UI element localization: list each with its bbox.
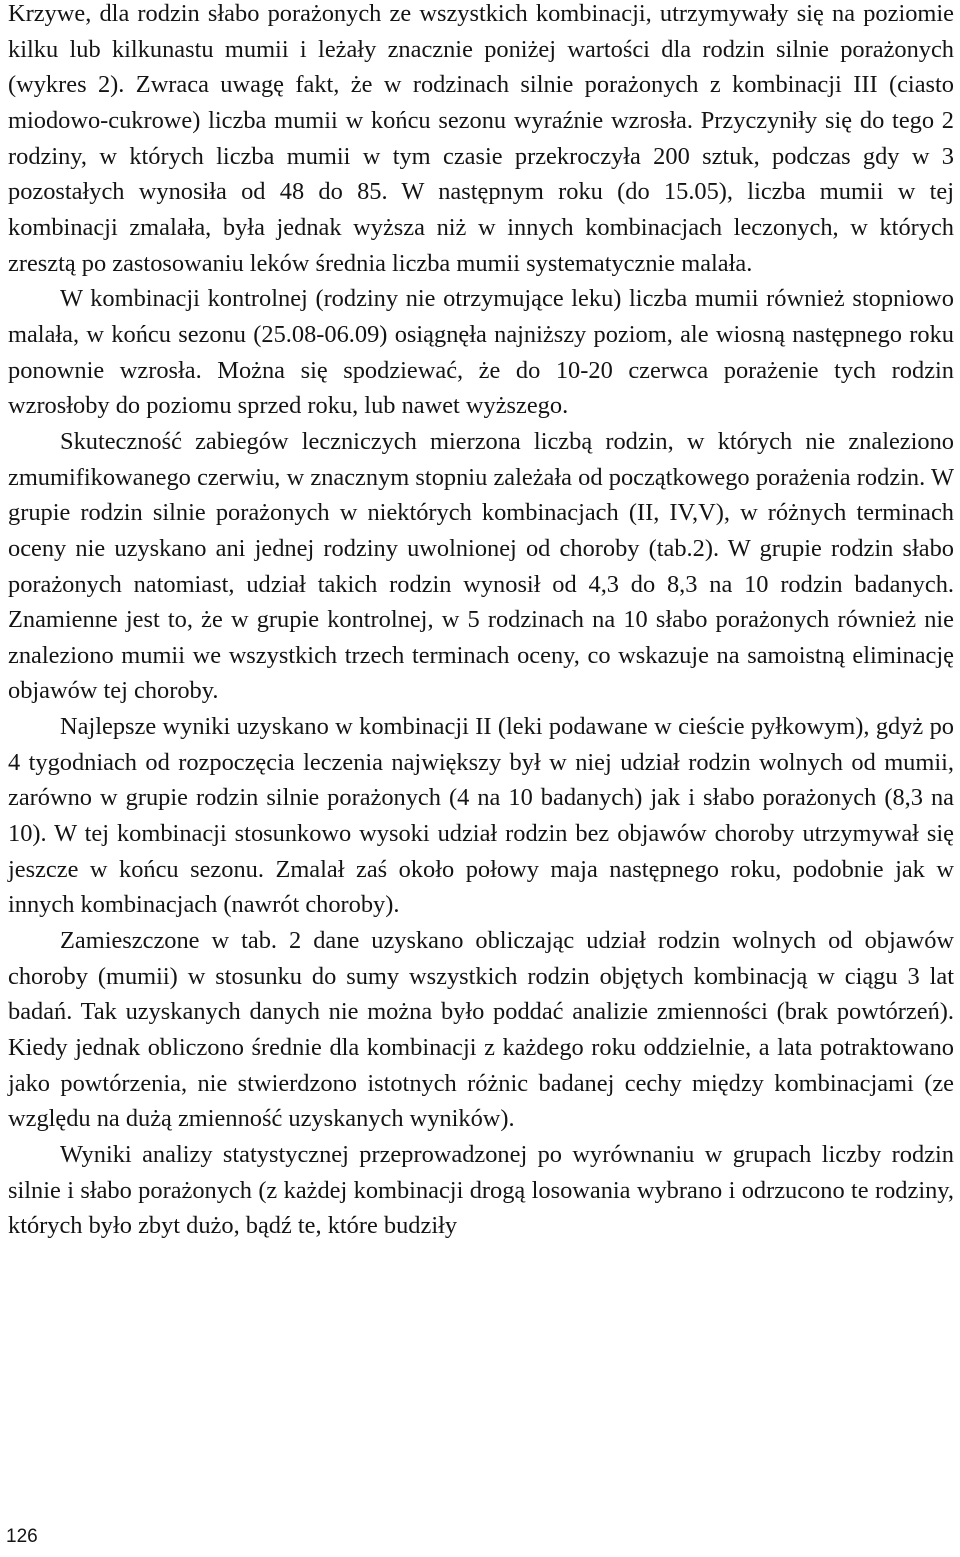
paragraph-5: Zamieszczone w tab. 2 dane uzyskano obliczając udział rodzin wolnych od objawów choroby (mumii) w stosunku do sumy wszystkich rodzin objętych kombinacją w ciągu 3 lat badań. Tak uzyskanych danych nie można było poddać analizie zmienności (brak powtórzeń). Kiedy jednak obliczono średnie dla kombinacji z każdego roku oddzielnie, a lata potraktowano jako powtórzenia, nie stwierdzono istotnych różnic badanej cechy między kombinacjami (ze względu na dużą zmienność uzyskanych wyników).	[8, 927, 954, 1133]
page-number: 126	[6, 1526, 38, 1547]
paragraph-4: Najlepsze wyniki uzyskano w kombinacji II (leki podawane w cieście pyłkowym), gdyż po 4 tygodniach od rozpoczęcia leczenia największy był w niej udział rodzin wolnych od mumii, zarówno w grupie rodzin silnie porażonych (4 na 10 badanych) jak i słabo porażonych (8,3 na 10). W tej kombinacji stosunkowo wysoki udział rodzin bez objawów choroby utrzymywał się jeszcze w końcu sezonu. Zmalał zaś około połowy maja następnego roku, podobnie jak w innych kombinacjach (nawrót choroby).	[8, 713, 954, 919]
paragraph-1: Krzywe, dla rodzin słabo porażonych ze wszystkich kombinacji, utrzymywały się na poziomie kilku lub kilkunastu mumii i leżały znacznie poniżej wartości dla rodzin silnie porażonych (wykres 2). Zwraca uwagę fakt, że w rodzinach silnie porażonych z kombinacji III (ciasto miodowo-cukrowe) liczba mumii w końcu sezonu wyraźnie wzrosła. Przyczyniły się do tego 2 rodziny, w których liczba mumii w tym czasie przekroczyła 200 sztuk, podczas gdy w 3 pozostałych wynosiła od 48 do 85. W następnym roku (do 15.05), liczba mumii w tej kombinacji zmalała, była jednak wyższa niż w innych kombinacjach leczonych, w których zresztą po zastosowaniu leków średnia liczba mumii systematycznie malała.	[8, 0, 954, 277]
paragraph-3: Skuteczność zabiegów leczniczych mierzona liczbą rodzin, w których nie znaleziono zmumifikowanego czerwiu, w znacznym stopniu zależała od początkowego porażenia rodzin. W grupie rodzin silnie porażonych w niektórych kombinacjach (II, IV,V), w różnych terminach oceny nie uzyskano ani jednej rodziny uwolnionej od choroby (tab.2). W grupie rodzin słabo porażonych natomiast, udział takich rodzin wynosił od 4,3 do 8,3 na 10 rodzin badanych. Znamienne jest to, że w grupie kontrolnej, w 5 rodzinach na 10 słabo porażonych również nie znaleziono mumii we wszystkich trzech terminach oceny, co wskazuje na samoistną eliminację objawów tej choroby.	[8, 427, 954, 705]
paragraph-2: W kombinacji kontrolnej (rodziny nie otrzymujące leku) liczba mumii również stopniowo malała, w końcu sezonu (25.08-06.09) osiągnęła najniższy poziom, ale wiosną następnego roku ponownie wzrosła. Można się spodziewać, że do 10-20 czerwca porażenie tych rodzin wzrosłoby do poziomu sprzed roku, lub nawet wyższego.	[8, 285, 954, 420]
paragraph-6: Wyniki analizy statystycznej przeprowadzonej po wyrównaniu w grupach liczby rodzin silnie i słabo porażonych (z każdej kombinacji drogą losowania wybrano i odrzucono te rodziny, których było zbyt dużo, bądź te, które budziły	[8, 1141, 954, 1240]
document-page	[8, 0, 954, 1244]
